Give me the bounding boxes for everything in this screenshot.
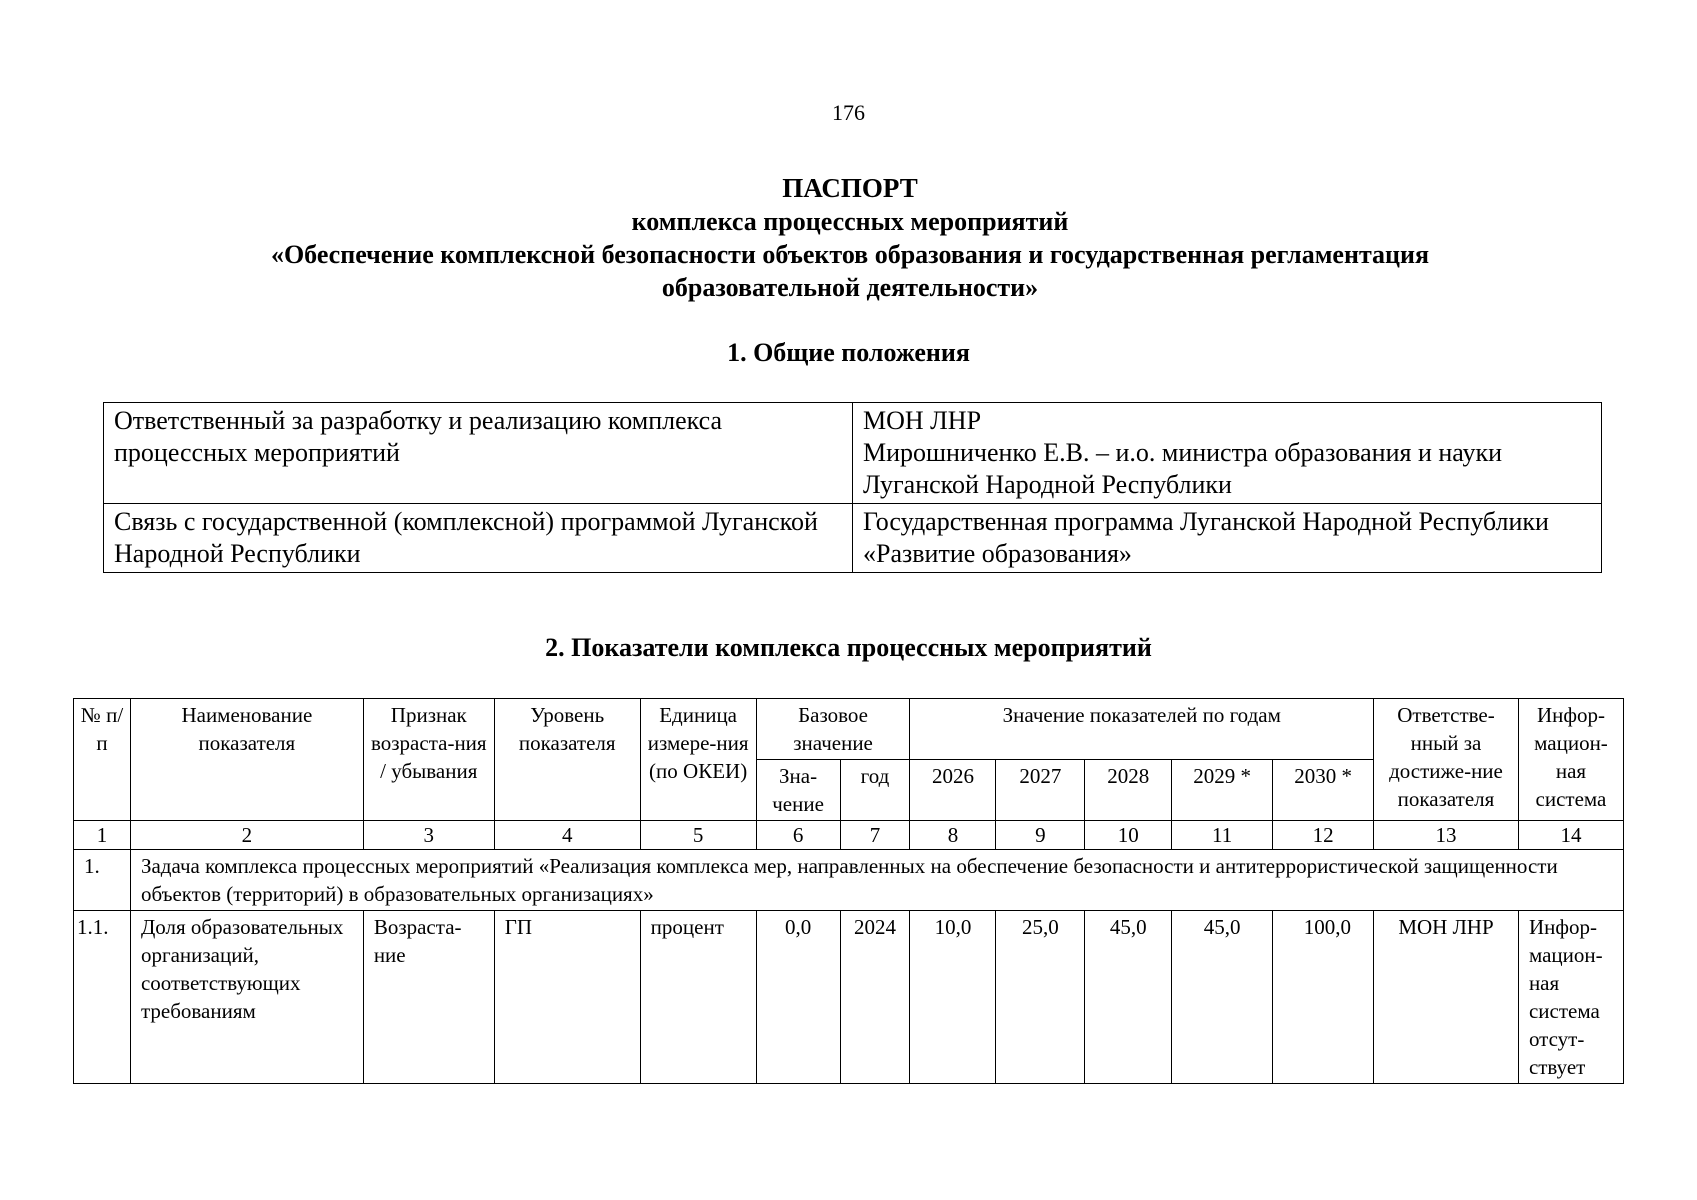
table-row — [104, 504, 1602, 573]
column-number: 13 — [1374, 821, 1519, 850]
task-number: 1. — [74, 850, 131, 911]
indicator-value-2028: 45,0 — [1085, 911, 1172, 1084]
section-2-heading: 2. Показатели комплекса процессных мероприятий — [545, 633, 1152, 662]
page-number: 176 — [832, 100, 865, 125]
table-row — [104, 403, 1602, 504]
header-year-2028: 2028 — [1085, 760, 1172, 821]
value-line: Государственная программа Луганской Народной Республики «Развитие образования» — [863, 507, 1549, 568]
column-number: 2 — [130, 821, 363, 850]
indicator-responsible: МОН ЛНР — [1374, 911, 1519, 1084]
indicator-value-2027: 25,0 — [996, 911, 1085, 1084]
column-number: 5 — [640, 821, 756, 850]
general-provisions-table — [103, 402, 1602, 573]
column-number: 10 — [1085, 821, 1172, 850]
indicator-base-year: 2024 — [840, 911, 910, 1084]
header-year-2030: 2030 * — [1273, 760, 1374, 821]
table-row — [74, 911, 1624, 1084]
task-row — [74, 850, 1624, 911]
value-line: МОН ЛНР — [863, 406, 982, 435]
general-value-responsible — [853, 403, 1602, 504]
header-name: Наименование показателя — [130, 699, 363, 821]
column-number: 9 — [996, 821, 1085, 850]
task-text: Задача комплекса процессных мероприятий «Реализация комплекса мер, направленных на обеспечение безопасности и антитеррористической защищенности объектов (территорий) в образовательных организациях» — [130, 850, 1623, 911]
header-year-2026: 2026 — [910, 760, 996, 821]
general-label-program-link: Связь с государственной (комплексной) программой Луганской Народной Республики — [104, 504, 853, 573]
value-line: Мирошниченко Е.В. – и.о. министра образования и науки Луганской Народной Республики — [863, 438, 1503, 499]
document-title — [150, 172, 1550, 304]
header-base: Базовое значение — [756, 699, 910, 760]
column-numbers-row — [74, 821, 1624, 850]
section-1-heading: 1. Общие положения — [727, 338, 970, 367]
column-number: 4 — [494, 821, 640, 850]
column-number: 11 — [1172, 821, 1273, 850]
indicator-base-value: 0,0 — [756, 911, 840, 1084]
indicator-trend: Возраста-ние — [363, 911, 494, 1084]
indicators-table — [73, 698, 1624, 1084]
header-year-2027: 2027 — [996, 760, 1085, 821]
header-level: Уровень показателя — [494, 699, 640, 821]
header-trend: Признак возраста-ния / убывания — [363, 699, 494, 821]
header-responsible: Ответстве-нный за достиже-ние показателя — [1374, 699, 1519, 821]
header-base-value: Зна-чение — [756, 760, 840, 821]
column-number: 7 — [840, 821, 910, 850]
title-line-1: ПАСПОРТ — [782, 173, 918, 203]
title-line-4: образовательной деятельности» — [661, 273, 1039, 302]
header-no: № п/п — [74, 699, 131, 821]
indicator-value-2030: 100,0 — [1273, 911, 1374, 1084]
indicator-value-2026: 10,0 — [910, 911, 996, 1084]
column-number: 14 — [1518, 821, 1623, 850]
indicator-info-system: Инфор-мацион-ная система отсут-ствует — [1518, 911, 1623, 1084]
indicator-level: ГП — [494, 911, 640, 1084]
column-number: 1 — [74, 821, 131, 850]
title-line-3: «Обеспечение комплексной безопасности объектов образования и государственная регламентация — [270, 240, 1430, 269]
header-years-group: Значение показателей по годам — [910, 699, 1374, 760]
title-line-2: комплекса процессных мероприятий — [631, 207, 1069, 236]
header-year-2029: 2029 * — [1172, 760, 1273, 821]
general-label-responsible: Ответственный за разработку и реализацию комплекса процессных мероприятий — [104, 403, 853, 504]
column-number: 8 — [910, 821, 996, 850]
column-number: 6 — [756, 821, 840, 850]
indicator-name: Доля образовательных организаций, соответствующих требованиям — [130, 911, 363, 1084]
header-info-system: Инфор-мацион-ная система — [1518, 699, 1623, 821]
indicator-value-2029: 45,0 — [1172, 911, 1273, 1084]
header-unit: Единица измере-ния (по ОКЕИ) — [640, 699, 756, 821]
indicator-unit: процент — [640, 911, 756, 1084]
header-base-year: год — [840, 760, 910, 821]
column-number: 12 — [1273, 821, 1374, 850]
general-value-program-link — [853, 504, 1602, 573]
header-row — [74, 699, 1624, 760]
column-number: 3 — [363, 821, 494, 850]
row-number: 1.1. — [74, 911, 131, 1084]
